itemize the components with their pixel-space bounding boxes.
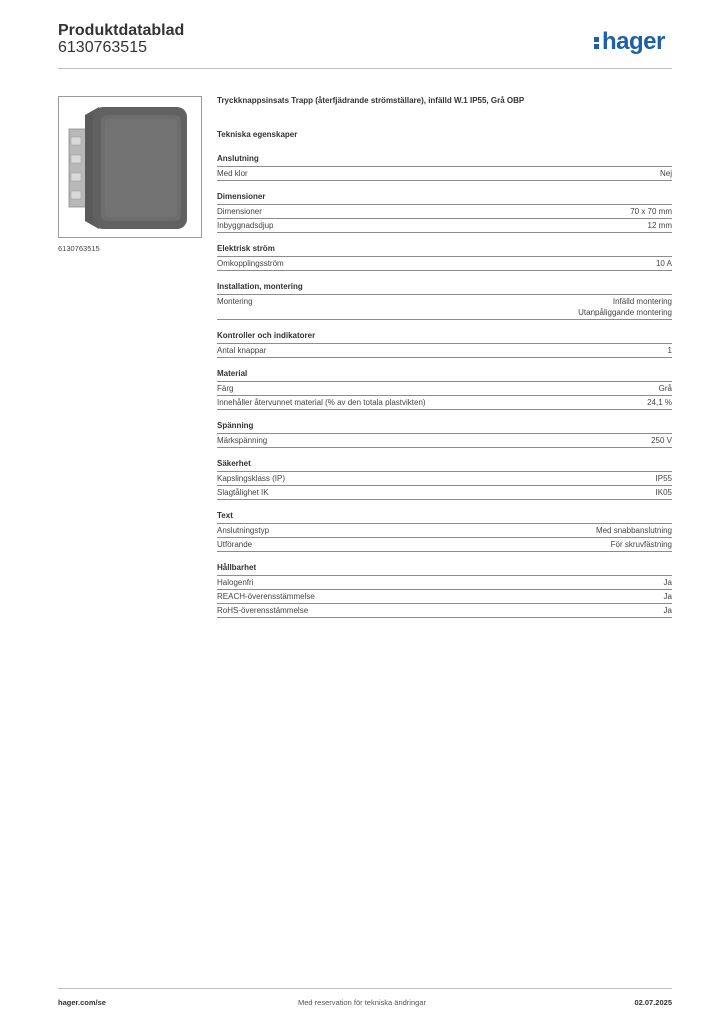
property-value (664, 605, 672, 616)
property-row (217, 486, 672, 500)
property-value-line: För skruvfästning (610, 540, 672, 549)
logo-dots-icon (594, 35, 600, 51)
property-row (217, 524, 672, 538)
property-label: Kapslingsklass (IP) (217, 474, 286, 483)
article-number: 6130763515 (58, 39, 147, 56)
property-section (217, 510, 672, 552)
section-title: Dimensioner (217, 191, 672, 205)
property-label: Färg (217, 384, 234, 393)
section-title: Text (217, 510, 672, 524)
product-title: Tryckknappsinsats Trapp (återfjädrande strömställare), infälld W.1 IP55, Grå OBP (217, 96, 525, 105)
document-title: Produktdatablad (58, 22, 185, 39)
property-label: Halogenfri (217, 578, 254, 587)
property-row (217, 434, 672, 448)
product-image (58, 96, 202, 238)
property-row (217, 219, 672, 233)
section-title: Elektrisk ström (217, 243, 672, 257)
property-value-line: 12 mm (647, 221, 672, 230)
property-label: Utförande (217, 540, 253, 549)
property-label: REACH-överensstämmelse (217, 592, 315, 601)
property-value (660, 168, 672, 179)
property-section (217, 281, 672, 320)
property-value (659, 383, 672, 394)
property-row (217, 295, 672, 320)
property-value-line: 1 (667, 346, 672, 355)
hager-logo (594, 28, 665, 56)
section-title: Kontroller och indikatorer (217, 330, 672, 344)
property-row (217, 604, 672, 618)
property-label: Slagtålighet IK (217, 488, 269, 497)
property-value-line: Grå (658, 384, 672, 393)
property-value (578, 296, 672, 318)
property-label: Anslutningstyp (217, 526, 270, 535)
property-row (217, 396, 672, 410)
property-value-line: 24,1 % (647, 398, 672, 407)
property-row (217, 538, 672, 552)
property-label: Med klor (217, 169, 248, 178)
property-row (217, 576, 672, 590)
push-button-switch-icon (59, 97, 201, 237)
property-value (630, 206, 672, 217)
section-title: Anslutning (217, 153, 672, 167)
property-value-line: Ja (663, 606, 672, 615)
property-value (664, 591, 672, 602)
property-value-line: IP55 (655, 474, 672, 483)
property-value-line: Ja (663, 578, 672, 587)
property-label: Märkspänning (217, 436, 268, 445)
footer-disclaimer: Med reservation för tekniska ändringar (298, 998, 426, 1007)
footer-website: hager.com/se (58, 998, 106, 1007)
property-value (656, 487, 672, 498)
property-row (217, 205, 672, 219)
property-label: Innehåller återvunnet material (% av den totala plastvikten) (217, 398, 426, 407)
property-value (647, 397, 672, 408)
property-value-line: Med snabbanslutning (595, 526, 672, 535)
property-value-line: 70 x 70 mm (630, 207, 672, 216)
property-label: Omkopplingsström (217, 259, 284, 268)
header-divider (58, 68, 672, 69)
property-value (611, 539, 672, 550)
property-row (217, 472, 672, 486)
property-value (656, 258, 672, 269)
property-value-line: 10 A (655, 259, 672, 268)
property-value-line: Utanpåliggande montering (578, 308, 672, 317)
section-title: Installation, montering (217, 281, 672, 295)
property-label: RoHS-överensstämmelse (217, 606, 309, 615)
property-row (217, 257, 672, 271)
section-title: Säkerhet (217, 458, 672, 472)
property-value (651, 435, 672, 446)
property-label: Antal knappar (217, 346, 267, 355)
property-value (656, 473, 672, 484)
property-value (596, 525, 672, 536)
property-label: Montering (217, 297, 253, 306)
property-label: Dimensioner (217, 207, 262, 216)
section-title: Spänning (217, 420, 672, 434)
property-row (217, 382, 672, 396)
property-section (217, 330, 672, 358)
property-section (217, 458, 672, 500)
property-value (664, 577, 672, 588)
property-section (217, 562, 672, 618)
property-value (668, 345, 672, 356)
property-section (217, 153, 672, 181)
property-row (217, 590, 672, 604)
footer-divider (58, 988, 672, 989)
logo-text: hager (602, 28, 665, 55)
image-caption: 6130763515 (58, 244, 100, 253)
property-sections (217, 153, 672, 618)
property-value-line: Ja (663, 592, 672, 601)
property-row (217, 167, 672, 181)
property-section (217, 368, 672, 410)
property-value-line: Nej (659, 169, 672, 178)
property-value-line: IK05 (655, 488, 672, 497)
property-value-line: 250 V (651, 436, 672, 445)
technical-properties-heading: Tekniska egenskaper (217, 130, 298, 139)
section-title: Material (217, 368, 672, 382)
property-section (217, 420, 672, 448)
section-title: Hållbarhet (217, 562, 672, 576)
product-details (217, 95, 672, 618)
property-label: Inbyggnadsdjup (217, 221, 274, 230)
footer-date: 02.07.2025 (634, 998, 672, 1007)
property-value (648, 220, 672, 231)
property-section (217, 191, 672, 233)
property-section (217, 243, 672, 271)
property-value-line: Infälld montering (612, 297, 672, 306)
property-row (217, 344, 672, 358)
